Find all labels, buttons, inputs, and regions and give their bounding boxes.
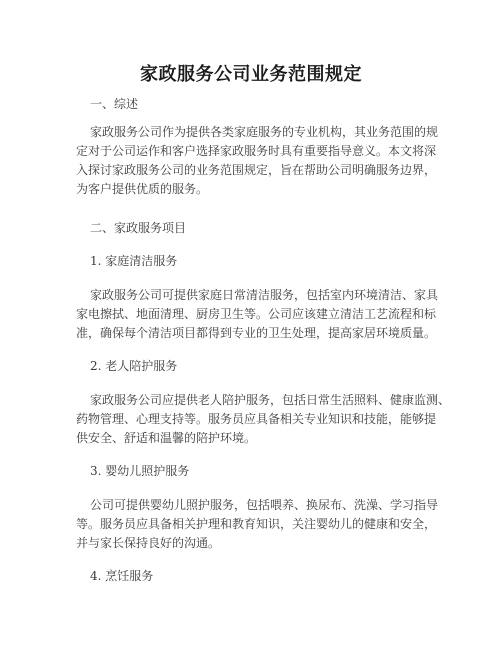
intro-line-2: 定对于公司运作和客户选择家政服务时具有重要指导意义。本文将深 bbox=[76, 144, 437, 158]
cleaning-line-1: 家政服务公司可提供家庭日常清洁服务，包括室内环境清洁、家具 bbox=[90, 288, 439, 302]
infant-care-line-2: 等。服务员应具备相关护理和教育知识，关注婴幼儿的健康和安全， bbox=[76, 517, 437, 531]
elder-care-line-2: 药物管理、心理支持等。服务员应具备相关专业知识和技能，能够提 bbox=[76, 412, 437, 426]
intro-line-3: 入探讨家政服务公司的业务范围规定，旨在帮助公司明确服务边界， bbox=[76, 163, 437, 177]
infant-care-line-3: 并与家长保持良好的沟通。 bbox=[76, 536, 221, 550]
item-heading-elder-care: 2. 老人陪护服务 bbox=[90, 359, 178, 373]
section-heading-services: 二、家政服务项目 bbox=[90, 221, 187, 235]
intro-line-1: 家政服务公司作为提供各类家庭服务的专业机构，其业务范围的规 bbox=[90, 125, 439, 139]
cleaning-line-3: 准，确保每个清洁项目都得到专业的卫生处理，提高家居环境质量。 bbox=[76, 326, 437, 340]
elder-care-line-3: 供安全、舒适和温馨的陪护环境。 bbox=[76, 431, 257, 445]
item-heading-cooking: 4. 烹饪服务 bbox=[90, 569, 154, 583]
item-heading-infant-care: 3. 婴幼儿照护服务 bbox=[90, 464, 190, 478]
section-heading-overview: 一、综述 bbox=[90, 97, 139, 111]
infant-care-line-1: 公司可提供婴幼儿照护服务，包括喂养、换尿布、洗澡、学习指导 bbox=[90, 498, 439, 512]
cleaning-line-2: 家电擦拭、地面清理、厨房卫生等。公司应该建立清洁工艺流程和标 bbox=[76, 307, 437, 321]
intro-line-4: 为客户提供优质的服务。 bbox=[76, 182, 209, 196]
elder-care-line-1: 家政服务公司应提供老人陪护服务，包括日常生活照料、健康监测、 bbox=[90, 393, 451, 407]
item-heading-cleaning: 1. 家庭清洁服务 bbox=[90, 254, 178, 268]
document-title: 家政服务公司业务范围规定 bbox=[140, 64, 362, 85]
